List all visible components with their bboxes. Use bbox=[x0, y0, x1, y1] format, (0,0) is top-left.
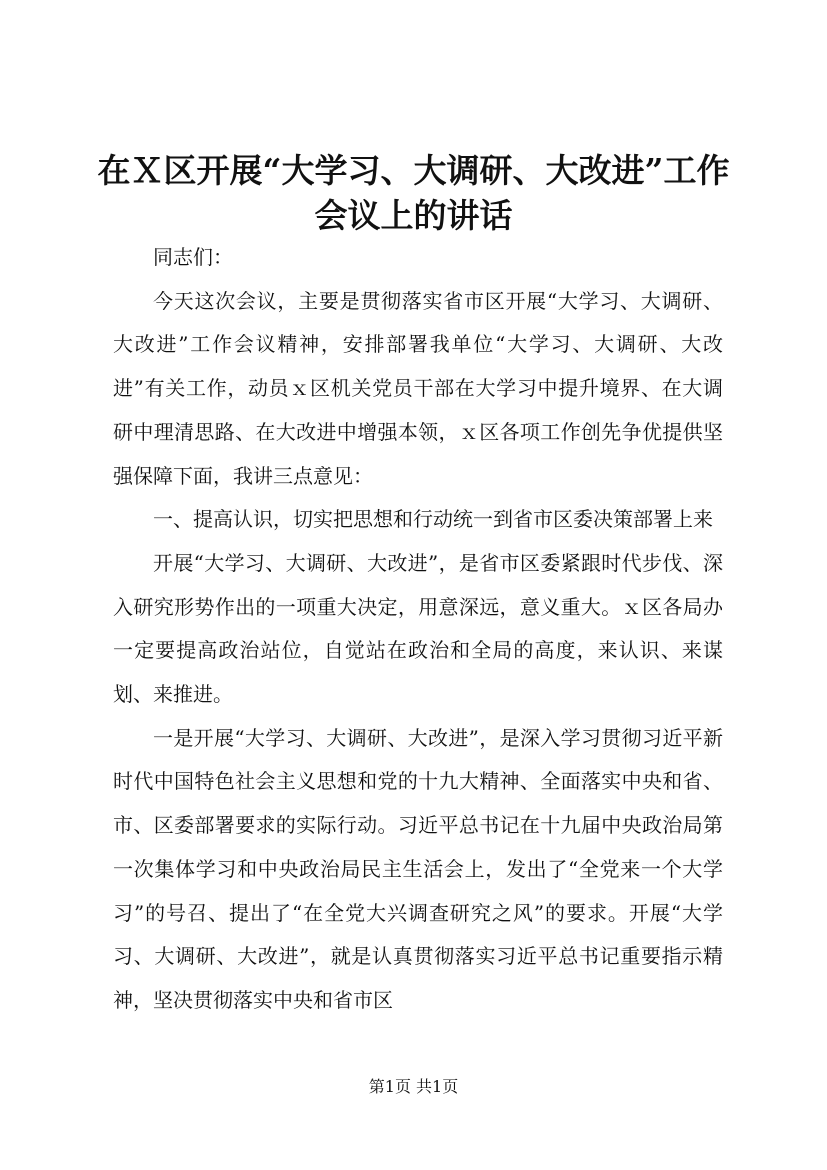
document-body bbox=[113, 236, 723, 1023]
salutation: 同志们： bbox=[153, 245, 233, 269]
document-title-line-2: 会议上的讲话 bbox=[314, 196, 513, 235]
body-paragraph: 开展“大学习、大调研、大改进”，是省市区委紧跟时代步伐、深入研究形势作出的一项重大决定，用意深远，意义重大。ｘ区各局办一定要提高政治站位，自觉站在政治和全局的高度，来认识、来谋划、来推进。 bbox=[113, 550, 723, 707]
document-title-line-1: 在Ｘ区开展“大学习、大调研、大改进”工作 bbox=[97, 151, 730, 190]
body-paragraph: 一是开展“大学习、大调研、大改进”，是深入学习贯彻习近平新时代中国特色社会主义思想和党的十九大精神、全面落实中央和省、市、区委部署要求的实际行动。习近平总书记在十九届中央政治局第一次集体学习和中央政治局民主生活会上，发出了“全党来一个大学习”的号召、提出了“在全党大兴调查研究之风”的要求。开展“大学习、大调研、大改进”，就是认真贯彻落实习近平总书记重要指示精神，坚决贯彻落实中央和省市区 bbox=[113, 725, 723, 1012]
section-heading: 一、提高认识，切实把思想和行动统一到省市区委决策部署上来 bbox=[153, 507, 713, 532]
page-footer: 第1页 共1页 bbox=[368, 1077, 459, 1096]
body-paragraph: 今天这次会议，主要是贯彻落实省市区开展“大学习、大调研、大改进”工作会议精神，安排部署我单位“大学习、大调研、大改进”有关工作，动员ｘ区机关党员干部在大学习中提升境界、在大调研中理清思路、在大改进中增强本领，ｘ区各项工作创先争优提供坚强保障下面，我讲三点意见： bbox=[113, 288, 723, 488]
